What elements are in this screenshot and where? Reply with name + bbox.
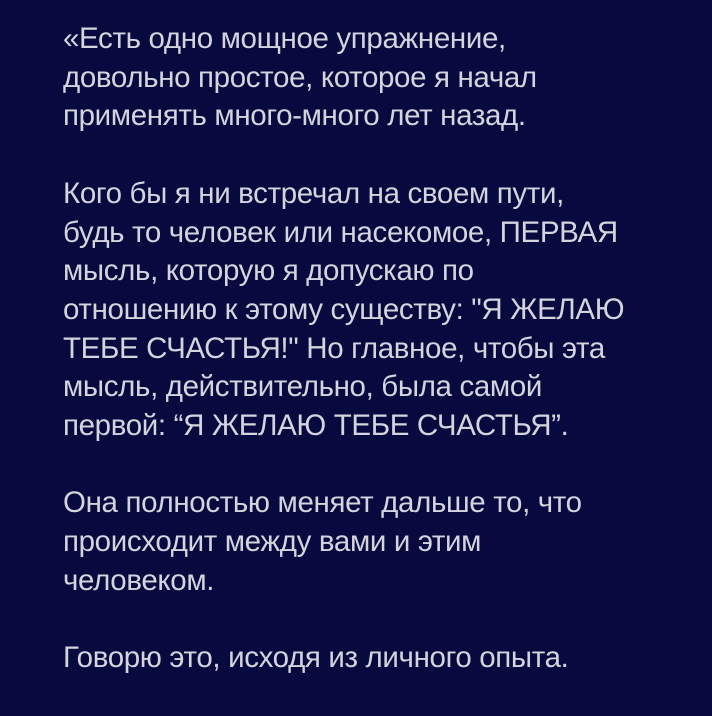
text-line: Кого бы я ни встречал на своем пути, xyxy=(63,176,564,210)
paragraph-effect xyxy=(63,484,654,600)
text-line: происходит между вами и этим xyxy=(63,525,482,559)
text-line: первой: “Я ЖЕЛАЮ ТЕБЕ СЧАСТЬЯ”. xyxy=(63,409,569,443)
text-line: «Есть одно мощное упражнение, xyxy=(63,22,506,55)
text-line: мысль, которую я допускаю по xyxy=(63,254,474,288)
paragraph-wish-happiness xyxy=(63,175,654,446)
text-line: Говорю это, исходя из личного опыта. xyxy=(63,641,569,675)
text-line: отношению к этому существу: "Я ЖЕЛАЮ xyxy=(63,292,625,326)
text-line: довольно простое, которое я начал xyxy=(63,60,537,94)
text-line: мысль, действительно, была самой xyxy=(63,370,543,404)
paragraph-personal-experience xyxy=(63,639,654,678)
text-line: применять много-много лет назад. xyxy=(63,99,526,133)
paragraph-spacer xyxy=(63,446,654,485)
text-line: будь то человек или насекомое, ПЕРВАЯ xyxy=(63,215,618,249)
text-line: человеком. xyxy=(63,563,215,597)
paragraph-spacer xyxy=(63,136,654,175)
paragraph-exercise-intro xyxy=(63,20,654,136)
text-line: Она полностью меняет дальше то, что xyxy=(63,486,582,520)
paragraph-spacer xyxy=(63,601,654,640)
text-line: ТЕБЕ СЧАСТЬЯ!" Но главное, чтобы эта xyxy=(63,331,605,365)
